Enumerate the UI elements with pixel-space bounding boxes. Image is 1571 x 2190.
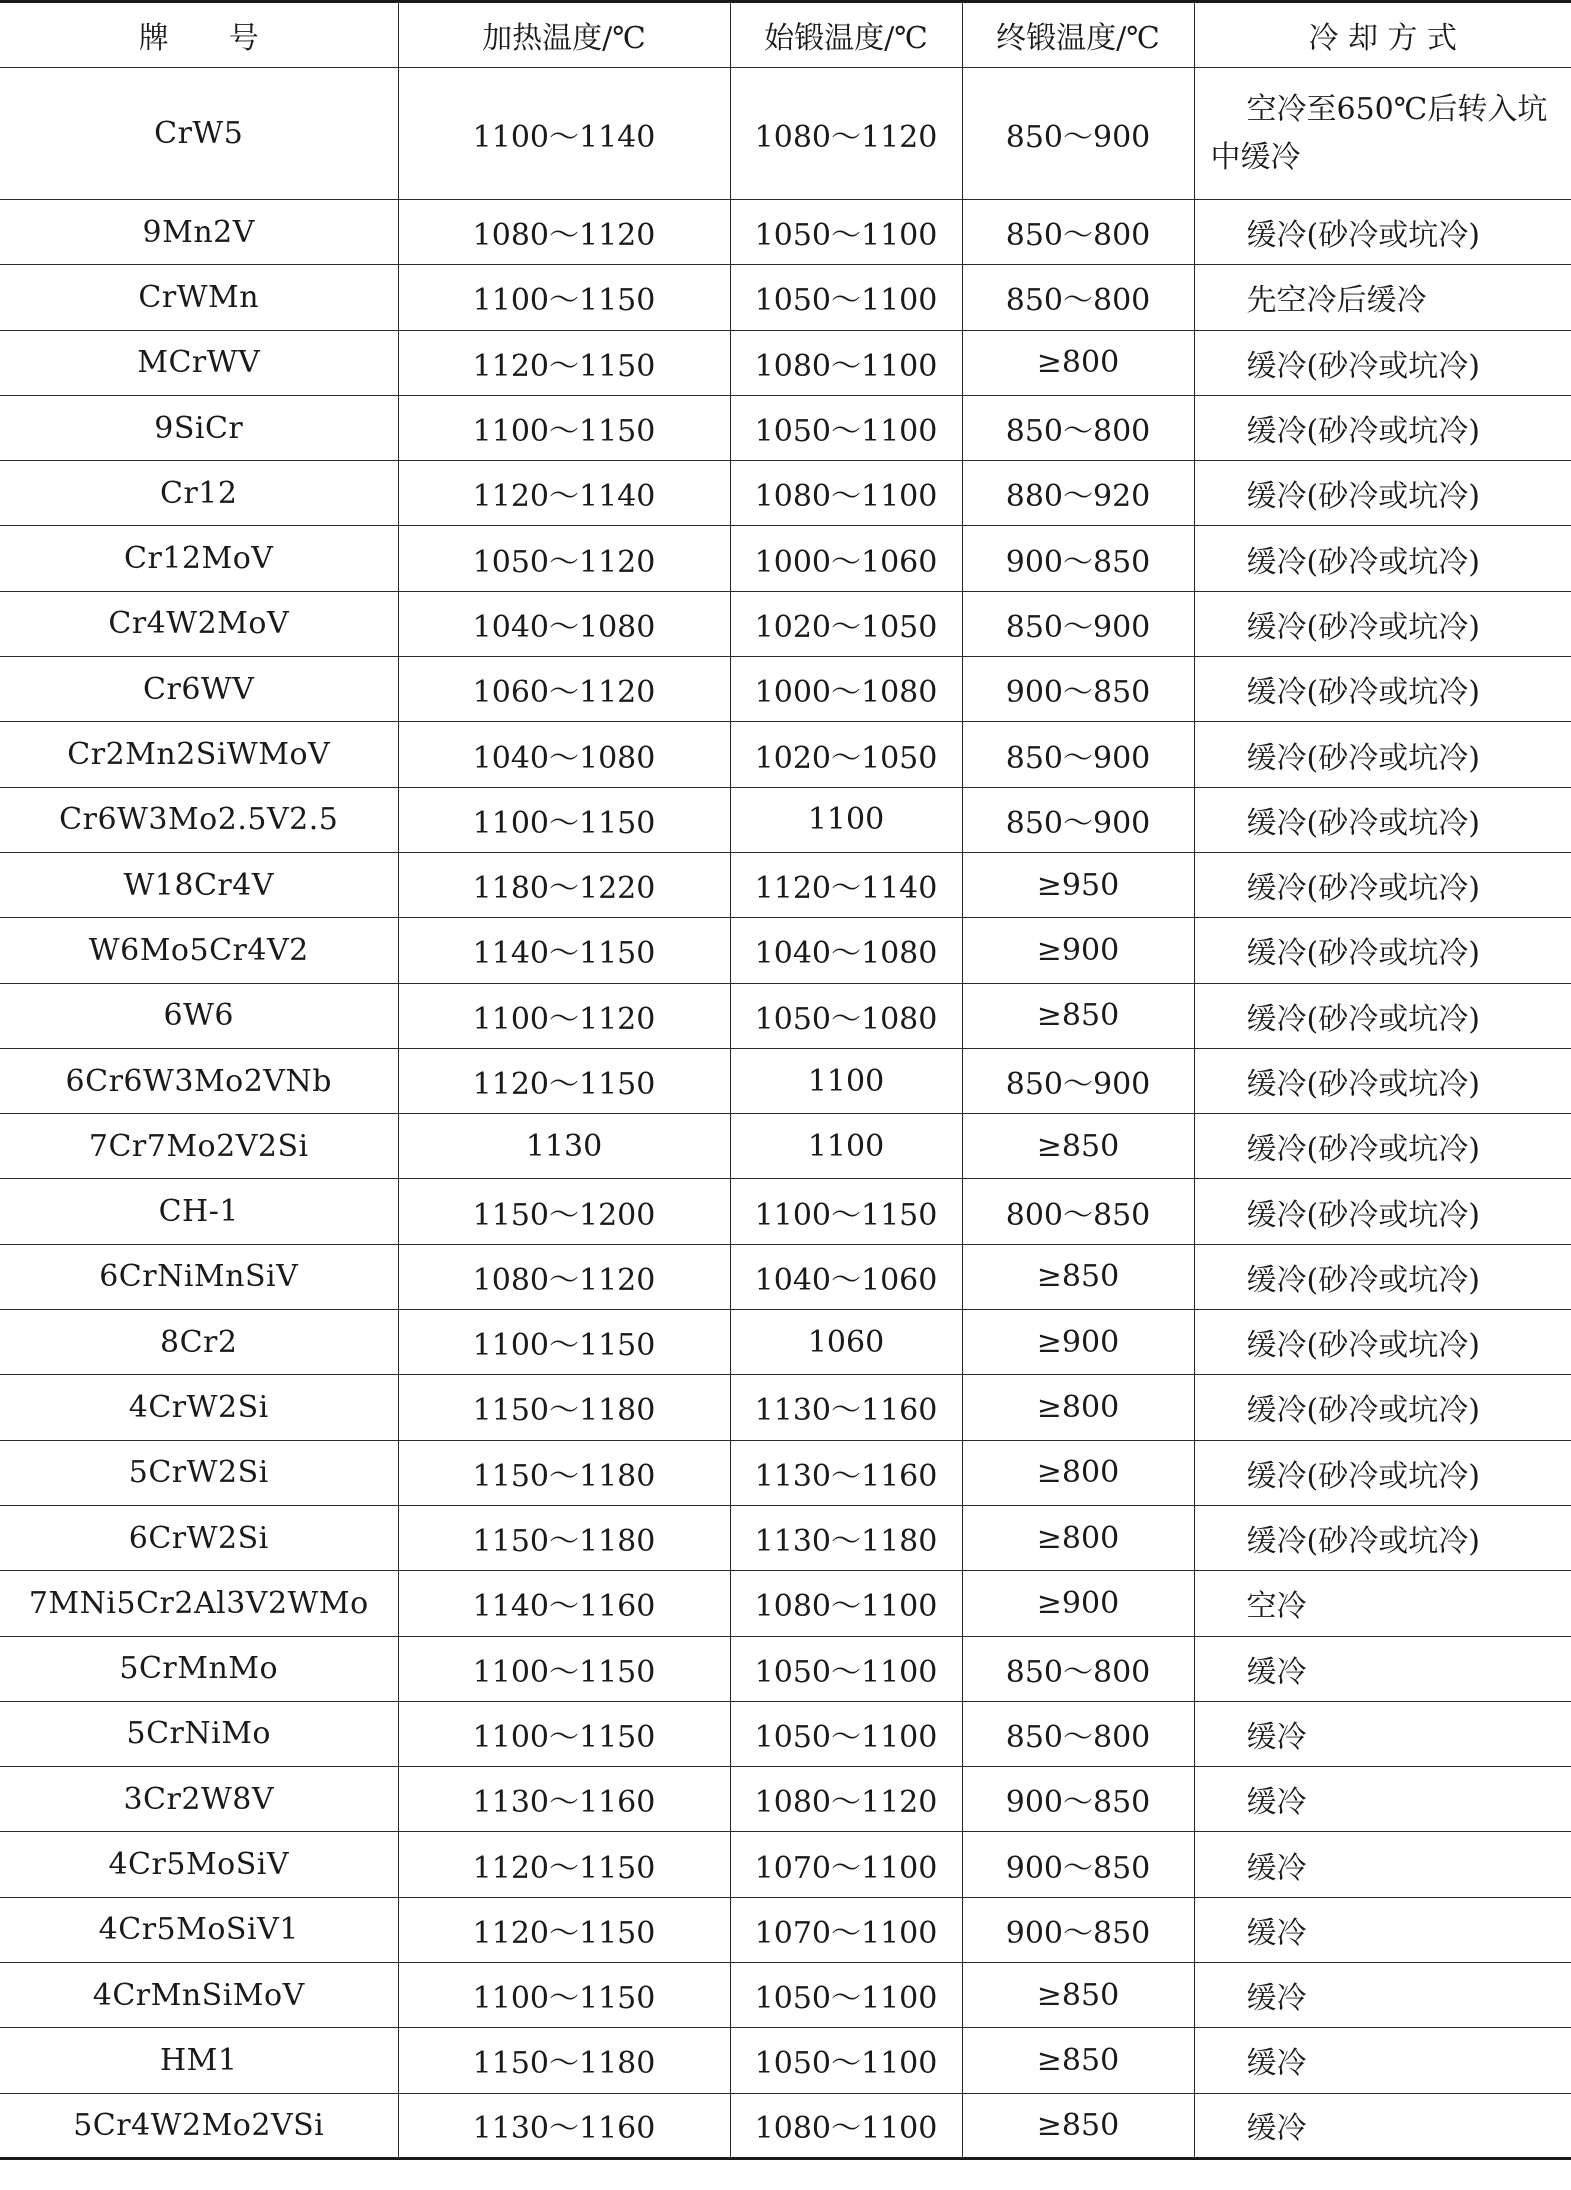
cell-finish-forge-temp: 850～900 — [962, 722, 1194, 787]
cell-grade: W18Cr4V — [0, 852, 398, 917]
table-row — [0, 787, 1571, 852]
table-row — [0, 1571, 1571, 1636]
cell-start-forge-temp: 1080～1100 — [730, 461, 962, 526]
cell-heating-temp: 1100～1150 — [398, 1636, 730, 1701]
cell-heating-temp: 1130～1160 — [398, 2093, 730, 2158]
cell-finish-forge-temp: 850～800 — [962, 200, 1194, 265]
cell-cooling-method: 缓冷(砂冷或坑冷) — [1194, 395, 1571, 460]
cell-heating-temp: 1100～1150 — [398, 1963, 730, 2028]
cell-start-forge-temp: 1040～1080 — [730, 918, 962, 983]
cell-start-forge-temp: 1130～1180 — [730, 1505, 962, 1570]
table-row — [0, 461, 1571, 526]
cell-heating-temp: 1080～1120 — [398, 200, 730, 265]
cell-start-forge-temp: 1050～1100 — [730, 1636, 962, 1701]
table-row — [0, 526, 1571, 591]
cell-heating-temp: 1150～1180 — [398, 1375, 730, 1440]
cell-finish-forge-temp: ≥800 — [962, 1440, 1194, 1505]
cell-start-forge-temp: 1080～1100 — [730, 1571, 962, 1636]
cell-grade: 5Cr4W2Mo2VSi — [0, 2093, 398, 2158]
cell-heating-temp: 1100～1150 — [398, 395, 730, 460]
cell-finish-forge-temp: ≥900 — [962, 1571, 1194, 1636]
cell-heating-temp: 1120～1150 — [398, 1048, 730, 1113]
cell-cooling-method: 缓冷(砂冷或坑冷) — [1194, 787, 1571, 852]
table-row — [0, 1440, 1571, 1505]
cell-finish-forge-temp: 850～800 — [962, 395, 1194, 460]
cell-finish-forge-temp: 850～900 — [962, 591, 1194, 656]
table-row — [0, 200, 1571, 265]
table-row — [0, 1963, 1571, 2028]
cell-grade: 6CrNiMnSiV — [0, 1244, 398, 1309]
cell-cooling-method: 缓冷 — [1194, 2028, 1571, 2093]
cell-grade: 4Cr5MoSiV — [0, 1832, 398, 1897]
table-body — [0, 68, 1571, 2159]
cell-cooling-method: 缓冷(砂冷或坑冷) — [1194, 1114, 1571, 1179]
cell-finish-forge-temp: ≥900 — [962, 1310, 1194, 1375]
cell-finish-forge-temp: ≥800 — [962, 1375, 1194, 1440]
table-row — [0, 1048, 1571, 1113]
cell-heating-temp: 1100～1120 — [398, 983, 730, 1048]
cell-grade: Cr6W3Mo2.5V2.5 — [0, 787, 398, 852]
cell-cooling-method: 缓冷(砂冷或坑冷) — [1194, 200, 1571, 265]
cell-finish-forge-temp: ≥800 — [962, 1505, 1194, 1570]
cell-finish-forge-temp: ≥800 — [962, 330, 1194, 395]
cell-start-forge-temp: 1080～1120 — [730, 68, 962, 200]
cell-start-forge-temp: 1050～1100 — [730, 395, 962, 460]
cell-cooling-method: 缓冷 — [1194, 1636, 1571, 1701]
cell-start-forge-temp: 1050～1100 — [730, 200, 962, 265]
cell-heating-temp: 1150～1180 — [398, 2028, 730, 2093]
cell-start-forge-temp: 1070～1100 — [730, 1832, 962, 1897]
cell-start-forge-temp: 1080～1120 — [730, 1767, 962, 1832]
cell-start-forge-temp: 1050～1080 — [730, 983, 962, 1048]
cell-cooling-method: 缓冷(砂冷或坑冷) — [1194, 1244, 1571, 1309]
table-row — [0, 1244, 1571, 1309]
cell-start-forge-temp: 1130～1160 — [730, 1375, 962, 1440]
cell-cooling-method: 缓冷(砂冷或坑冷) — [1194, 983, 1571, 1048]
table-row — [0, 918, 1571, 983]
cell-finish-forge-temp: ≥900 — [962, 918, 1194, 983]
table-row — [0, 330, 1571, 395]
cell-cooling-method: 空冷 — [1194, 1571, 1571, 1636]
cell-cooling-method: 缓冷(砂冷或坑冷) — [1194, 1375, 1571, 1440]
cell-finish-forge-temp: 800～850 — [962, 1179, 1194, 1244]
cell-cooling-method: 缓冷 — [1194, 1767, 1571, 1832]
cell-heating-temp: 1040～1080 — [398, 722, 730, 787]
cell-finish-forge-temp: 900～850 — [962, 1767, 1194, 1832]
table-row — [0, 1636, 1571, 1701]
cell-heating-temp: 1060～1120 — [398, 657, 730, 722]
cell-cooling-method: 缓冷 — [1194, 1897, 1571, 1962]
cell-grade: 6Cr6W3Mo2VNb — [0, 1048, 398, 1113]
cell-grade: Cr2Mn2SiWMoV — [0, 722, 398, 787]
cell-grade: 7MNi5Cr2Al3V2WMo — [0, 1571, 398, 1636]
cell-finish-forge-temp: 850～800 — [962, 1701, 1194, 1766]
table-row — [0, 1767, 1571, 1832]
cell-heating-temp: 1100～1150 — [398, 1701, 730, 1766]
cell-start-forge-temp: 1020～1050 — [730, 722, 962, 787]
cell-heating-temp: 1120～1150 — [398, 330, 730, 395]
table-row — [0, 852, 1571, 917]
cell-cooling-method: 缓冷(砂冷或坑冷) — [1194, 330, 1571, 395]
cell-grade: 6W6 — [0, 983, 398, 1048]
cell-finish-forge-temp: 900～850 — [962, 526, 1194, 591]
cell-cooling-method: 缓冷 — [1194, 1963, 1571, 2028]
cell-start-forge-temp: 1100 — [730, 1114, 962, 1179]
cell-finish-forge-temp: 900～850 — [962, 1897, 1194, 1962]
cell-heating-temp: 1180～1220 — [398, 852, 730, 917]
table-row — [0, 1114, 1571, 1179]
table-row — [0, 1310, 1571, 1375]
cell-grade: 9Mn2V — [0, 200, 398, 265]
cell-start-forge-temp: 1080～1100 — [730, 2093, 962, 2158]
cell-start-forge-temp: 1050～1100 — [730, 2028, 962, 2093]
cell-heating-temp: 1140～1160 — [398, 1571, 730, 1636]
cell-heating-temp: 1140～1150 — [398, 918, 730, 983]
cell-grade: Cr4W2MoV — [0, 591, 398, 656]
cell-start-forge-temp: 1020～1050 — [730, 591, 962, 656]
cell-finish-forge-temp: 900～850 — [962, 657, 1194, 722]
cell-heating-temp: 1080～1120 — [398, 1244, 730, 1309]
table-row — [0, 395, 1571, 460]
cell-finish-forge-temp: ≥850 — [962, 983, 1194, 1048]
cell-finish-forge-temp: ≥850 — [962, 1114, 1194, 1179]
cell-heating-temp: 1120～1150 — [398, 1832, 730, 1897]
cell-start-forge-temp: 1050～1100 — [730, 1701, 962, 1766]
cell-finish-forge-temp: ≥850 — [962, 2093, 1194, 2158]
cell-cooling-method: 缓冷(砂冷或坑冷) — [1194, 461, 1571, 526]
cell-cooling-method: 缓冷(砂冷或坑冷) — [1194, 526, 1571, 591]
cell-grade: 7Cr7Mo2V2Si — [0, 1114, 398, 1179]
cell-start-forge-temp: 1040～1060 — [730, 1244, 962, 1309]
cell-cooling-method: 缓冷 — [1194, 2093, 1571, 2158]
cell-start-forge-temp: 1000～1060 — [730, 526, 962, 591]
table-row — [0, 1179, 1571, 1244]
table-row — [0, 1897, 1571, 1962]
cell-start-forge-temp: 1070～1100 — [730, 1897, 962, 1962]
cell-cooling-method: 缓冷(砂冷或坑冷) — [1194, 657, 1571, 722]
table-header — [0, 2, 1571, 68]
cell-finish-forge-temp: ≥850 — [962, 1963, 1194, 2028]
cell-cooling-method: 缓冷(砂冷或坑冷) — [1194, 852, 1571, 917]
cell-grade: CH-1 — [0, 1179, 398, 1244]
table-row — [0, 2028, 1571, 2093]
header-start-forge-temp: 始锻温度/℃ — [730, 2, 962, 68]
cell-heating-temp: 1130～1160 — [398, 1767, 730, 1832]
cell-start-forge-temp: 1100 — [730, 1048, 962, 1113]
table-row — [0, 265, 1571, 330]
cell-grade: Cr6WV — [0, 657, 398, 722]
cell-finish-forge-temp: ≥850 — [962, 1244, 1194, 1309]
table-row — [0, 1505, 1571, 1570]
cell-heating-temp: 1120～1150 — [398, 1897, 730, 1962]
cell-start-forge-temp: 1060 — [730, 1310, 962, 1375]
cell-finish-forge-temp: 900～850 — [962, 1832, 1194, 1897]
header-grade: 牌 号 — [0, 2, 398, 68]
cell-cooling-method: 空冷至650℃后转入坑中缓冷 — [1194, 68, 1571, 200]
cell-grade: MCrWV — [0, 330, 398, 395]
table-row — [0, 722, 1571, 787]
table-row — [0, 591, 1571, 656]
cell-grade: W6Mo5Cr4V2 — [0, 918, 398, 983]
cell-cooling-method: 缓冷 — [1194, 1832, 1571, 1897]
cell-cooling-method: 缓冷(砂冷或坑冷) — [1194, 1048, 1571, 1113]
cell-start-forge-temp: 1080～1100 — [730, 330, 962, 395]
cell-grade: 5CrW2Si — [0, 1440, 398, 1505]
cell-heating-temp: 1150～1200 — [398, 1179, 730, 1244]
cell-heating-temp: 1100～1150 — [398, 787, 730, 852]
cell-finish-forge-temp: 850～800 — [962, 1636, 1194, 1701]
cell-grade: Cr12MoV — [0, 526, 398, 591]
cell-finish-forge-temp: ≥850 — [962, 2028, 1194, 2093]
cell-heating-temp: 1050～1120 — [398, 526, 730, 591]
cell-start-forge-temp: 1050～1100 — [730, 1963, 962, 2028]
cell-cooling-method: 先空冷后缓冷 — [1194, 265, 1571, 330]
cell-heating-temp: 1120～1140 — [398, 461, 730, 526]
cell-grade: 5CrMnMo — [0, 1636, 398, 1701]
cell-grade: 6CrW2Si — [0, 1505, 398, 1570]
table-row — [0, 983, 1571, 1048]
cell-cooling-method: 缓冷(砂冷或坑冷) — [1194, 918, 1571, 983]
cell-grade: 4CrW2Si — [0, 1375, 398, 1440]
cell-grade: CrW5 — [0, 68, 398, 200]
cell-grade: 4Cr5MoSiV1 — [0, 1897, 398, 1962]
header-cooling-method: 冷 却 方 式 — [1194, 2, 1571, 68]
cell-heating-temp: 1150～1180 — [398, 1440, 730, 1505]
cell-grade: 5CrNiMo — [0, 1701, 398, 1766]
cell-heating-temp: 1100～1150 — [398, 1310, 730, 1375]
cell-grade: 8Cr2 — [0, 1310, 398, 1375]
cell-heating-temp: 1040～1080 — [398, 591, 730, 656]
cell-finish-forge-temp: 850～800 — [962, 265, 1194, 330]
cell-cooling-method: 缓冷(砂冷或坑冷) — [1194, 1310, 1571, 1375]
cell-grade: HM1 — [0, 2028, 398, 2093]
cell-cooling-method: 缓冷(砂冷或坑冷) — [1194, 1505, 1571, 1570]
table-row — [0, 1375, 1571, 1440]
cell-finish-forge-temp: 850～900 — [962, 787, 1194, 852]
cell-start-forge-temp: 1050～1100 — [730, 265, 962, 330]
header-finish-forge-temp: 终锻温度/℃ — [962, 2, 1194, 68]
cell-cooling-method: 缓冷(砂冷或坑冷) — [1194, 1179, 1571, 1244]
cell-grade: Cr12 — [0, 461, 398, 526]
cell-cooling-method: 缓冷(砂冷或坑冷) — [1194, 722, 1571, 787]
cell-grade: 9SiCr — [0, 395, 398, 460]
table-row — [0, 2093, 1571, 2158]
cell-start-forge-temp: 1100～1150 — [730, 1179, 962, 1244]
table-row — [0, 1832, 1571, 1897]
header-heating-temp: 加热温度/℃ — [398, 2, 730, 68]
cell-start-forge-temp: 1100 — [730, 787, 962, 852]
table-row — [0, 68, 1571, 200]
cell-heating-temp: 1100～1150 — [398, 265, 730, 330]
cell-heating-temp: 1100～1140 — [398, 68, 730, 200]
cell-grade: 3Cr2W8V — [0, 1767, 398, 1832]
cell-finish-forge-temp: 850～900 — [962, 68, 1194, 200]
cell-start-forge-temp: 1120～1140 — [730, 852, 962, 917]
cell-cooling-method: 缓冷 — [1194, 1701, 1571, 1766]
cell-finish-forge-temp: 880～920 — [962, 461, 1194, 526]
cell-cooling-method: 缓冷(砂冷或坑冷) — [1194, 591, 1571, 656]
cell-heating-temp: 1150～1180 — [398, 1505, 730, 1570]
cell-start-forge-temp: 1000～1080 — [730, 657, 962, 722]
header-row — [0, 2, 1571, 68]
cell-grade: CrWMn — [0, 265, 398, 330]
table-row — [0, 1701, 1571, 1766]
cell-grade: 4CrMnSiMoV — [0, 1963, 398, 2028]
cell-finish-forge-temp: 850～900 — [962, 1048, 1194, 1113]
cell-finish-forge-temp: ≥950 — [962, 852, 1194, 917]
cell-heating-temp: 1130 — [398, 1114, 730, 1179]
cell-cooling-method: 缓冷(砂冷或坑冷) — [1194, 1440, 1571, 1505]
cell-start-forge-temp: 1130～1160 — [730, 1440, 962, 1505]
table-row — [0, 657, 1571, 722]
